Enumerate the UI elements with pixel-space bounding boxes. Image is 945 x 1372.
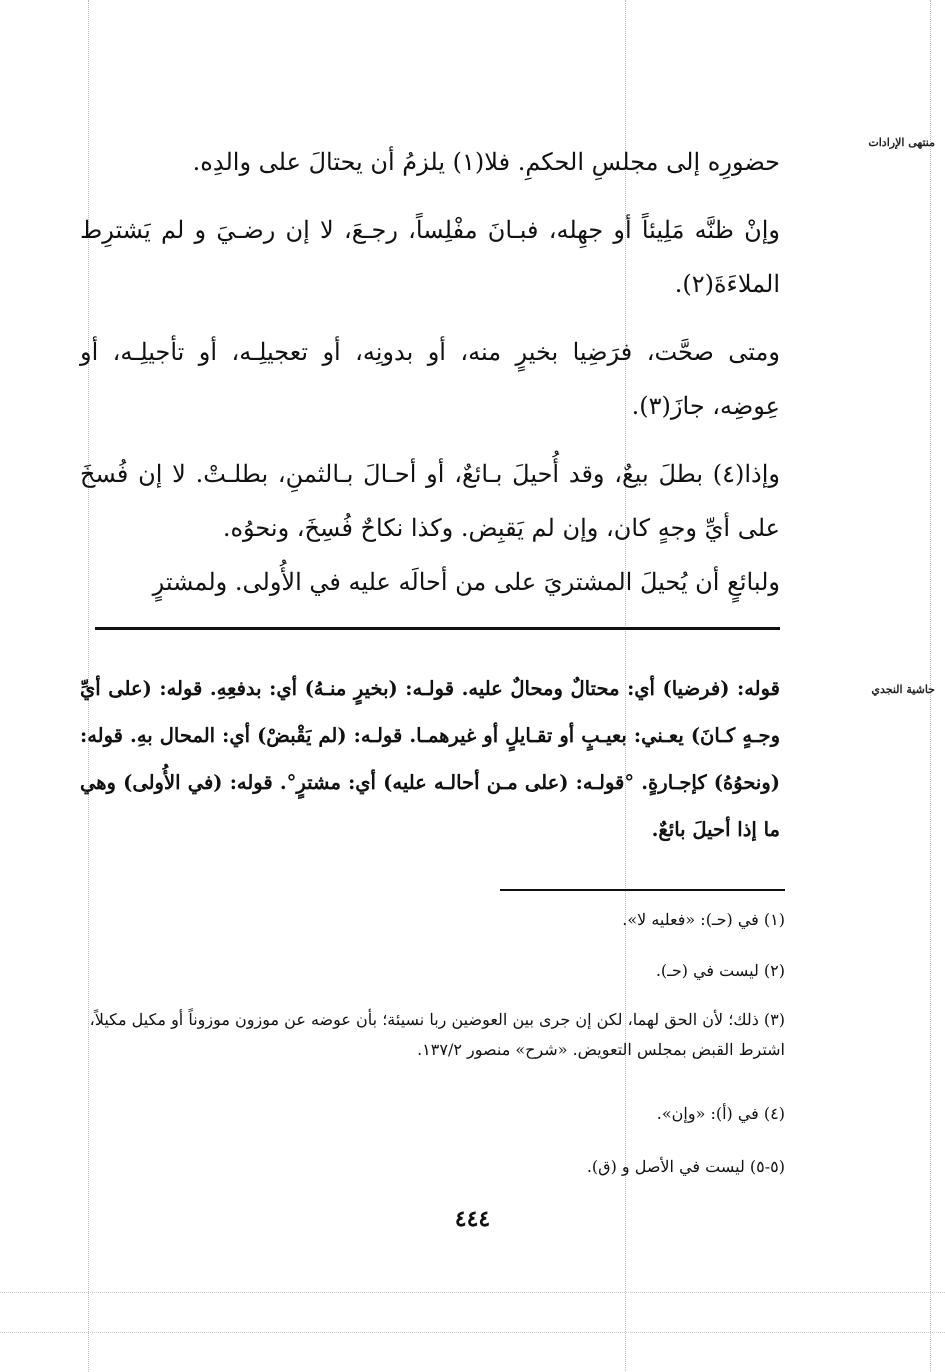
footnote-2 xyxy=(80,956,785,986)
footnote-text: (٤) في (أ): «وإن». xyxy=(656,1104,785,1123)
footnote-text: (٥-٥) ليست في الأصل و (ق). xyxy=(586,1157,785,1176)
main-paragraph-5: ولبائعٍ أن يُحيلَ المشتريَ على من أحالَه عليه في الأُولى. ولمشترٍ xyxy=(152,568,780,596)
main-text xyxy=(80,135,780,609)
main-paragraph-4: وإذا(٤) بطلَ بيعٌ، وقد أُحيلَ بـائعٌ، أو أحـالَ بـالثمنِ، بطلـتْ. لا إن فُسخَ على أيِّ وجهٍ كان، وإن لم يَقبِض. وكذا نكاحٌ فُسِخَ، ونحوُه. xyxy=(80,460,780,542)
page-number: ٤٤٤ xyxy=(454,1206,491,1232)
hashiya-paragraph: قوله: (فرضيا) أي: محتالٌ ومحالٌ عليه. قولـه: (بخيرٍ منـهُ) أي: بدفعِهِ. قوله: (على أيِّ وجـهٍ كـانَ) يعـني: بعيـبٍ أو تقـايلٍ أو غيرهمـا. قولـه: (لم يَقْبضْ) أي: المحال بهِ. قوله: (ونحوُهُ) كإجـارةٍ. °قولـه: (على مـن أحالـه عليه) أي: مشترٍ°. قوله: (في الأُولى) وهي ما إذا أحيلَ بائعٌ. xyxy=(80,677,780,841)
footnote-text: (١) في (حـ): «فعليه لا». xyxy=(622,910,785,929)
section-divider xyxy=(95,627,780,630)
main-paragraph-1: حضورِه إلى مجلسِ الحكمِ. فلا(١) يلزمُ أن يحتالَ على والدِه. xyxy=(192,148,780,176)
dotted-guide xyxy=(0,1292,945,1293)
main-paragraph-3: ومتى صحَّت، فرَضِيا بخيرٍ منه، أو بدونِه، أو تعجيلِـه، أو تأجيلِـه، أو عِوضِه، جازَ(٣). xyxy=(80,338,780,420)
footnote-divider xyxy=(500,889,785,891)
footnote-4 xyxy=(80,1099,785,1129)
main-paragraph-2: وإنْ ظنَّه مَلِيئاً أو جهِله، فبـانَ مفْلِساً، رجـعَ، لا إن رضـيَ و لم يَشترِط الملاءَةَ(٢). xyxy=(80,216,780,298)
margin-label-hashiya: حاشية النجدي xyxy=(871,683,935,696)
footnote-text: (٣) ذلك؛ لأن الحق لهما، لكن إن جرى بين العوضين ربا نسيئة؛ بأن عوضه عن موزون موزوناً أو مكيل مكيلاً، اشترط القبض بمجلس التعويض. «شرح» منصور ١٣٧/٢. xyxy=(89,1010,785,1059)
margin-label-main: منتهى الإرادات xyxy=(868,136,935,149)
dotted-guide xyxy=(0,1332,945,1333)
footnote-3 xyxy=(80,1005,785,1065)
footnote-text: (٢) ليست في (حـ). xyxy=(655,961,785,980)
footnote-1 xyxy=(80,905,785,935)
footnote-5 xyxy=(80,1152,785,1182)
hashiya-text xyxy=(80,665,780,853)
